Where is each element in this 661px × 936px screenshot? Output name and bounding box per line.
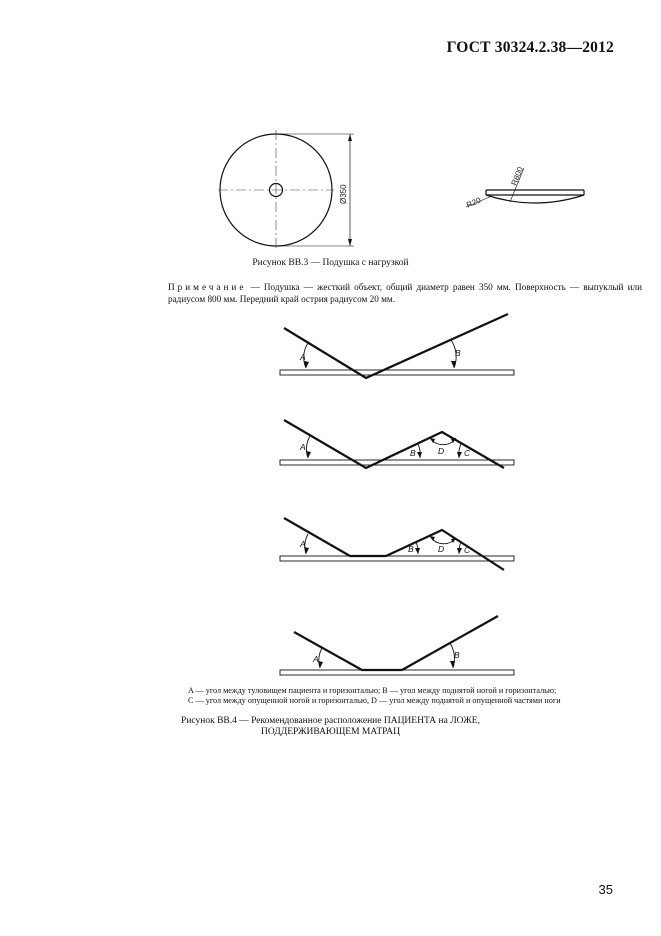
figure-bb4-caption xyxy=(0,716,661,738)
position-diagram-4 xyxy=(278,600,518,680)
position-diagram-3 xyxy=(278,512,518,582)
angle-b-label: B xyxy=(454,650,460,660)
note-paragraph xyxy=(168,281,642,305)
page-number: 35 xyxy=(598,882,613,897)
angle-a-label: A xyxy=(300,539,306,549)
angle-c-label: C xyxy=(464,545,471,555)
angle-b-label: B xyxy=(455,348,461,358)
legend-line-2: C — угол между опущенной ногой и горизонталью, D — угол между поднятой и опущенной частями ноги xyxy=(188,696,561,705)
figure-bb3-caption: Рисунок ВВ.3 — Подушка с нагрузкой xyxy=(252,258,409,268)
document-header: ГОСТ 30324.2.38—2012 xyxy=(446,39,614,56)
position-diagram-2 xyxy=(278,410,518,480)
angle-b-label: B xyxy=(410,448,416,458)
figure-bb4-caption-line-2: ПОДДЕРЖИВАЮЩЕМ МАТРАЦ xyxy=(261,727,400,737)
angle-c-label: C xyxy=(464,448,471,458)
figure-bb4-legend xyxy=(188,686,618,706)
diameter-dimension-label: Ø350 xyxy=(339,184,348,204)
angle-a-label: A xyxy=(300,352,306,362)
angle-d-label: D xyxy=(438,544,445,554)
pad-top-view-drawing xyxy=(218,130,358,250)
angle-d-label: D xyxy=(438,446,445,456)
legend-line-1: A — угол между туловищем пациента и горизонталью; B — угол между поднятой ногой и горизонталью; xyxy=(188,686,557,695)
position-diagram-1 xyxy=(278,310,518,390)
angle-b-label: B xyxy=(408,544,414,554)
angle-a-label: A xyxy=(300,442,306,452)
figure-bb4-caption-line-1: Рисунок ВВ.4 — Рекомендованное расположение ПАЦИЕНТА на ЛОЖЕ, xyxy=(181,716,480,726)
r800-dimension-label: R800 xyxy=(509,165,526,187)
note-text: — Подушка — жесткий объект, общий диаметр равен 350 мм. Поверхность — выпуклый или радиусом 800 мм. Передний край острия радиусом 20 мм. xyxy=(168,282,642,304)
r20-dimension-label: R20 xyxy=(465,195,483,210)
pad-side-view-drawing xyxy=(462,160,592,220)
angle-a-label: A xyxy=(313,654,319,664)
note-label: Примечание xyxy=(168,282,247,292)
